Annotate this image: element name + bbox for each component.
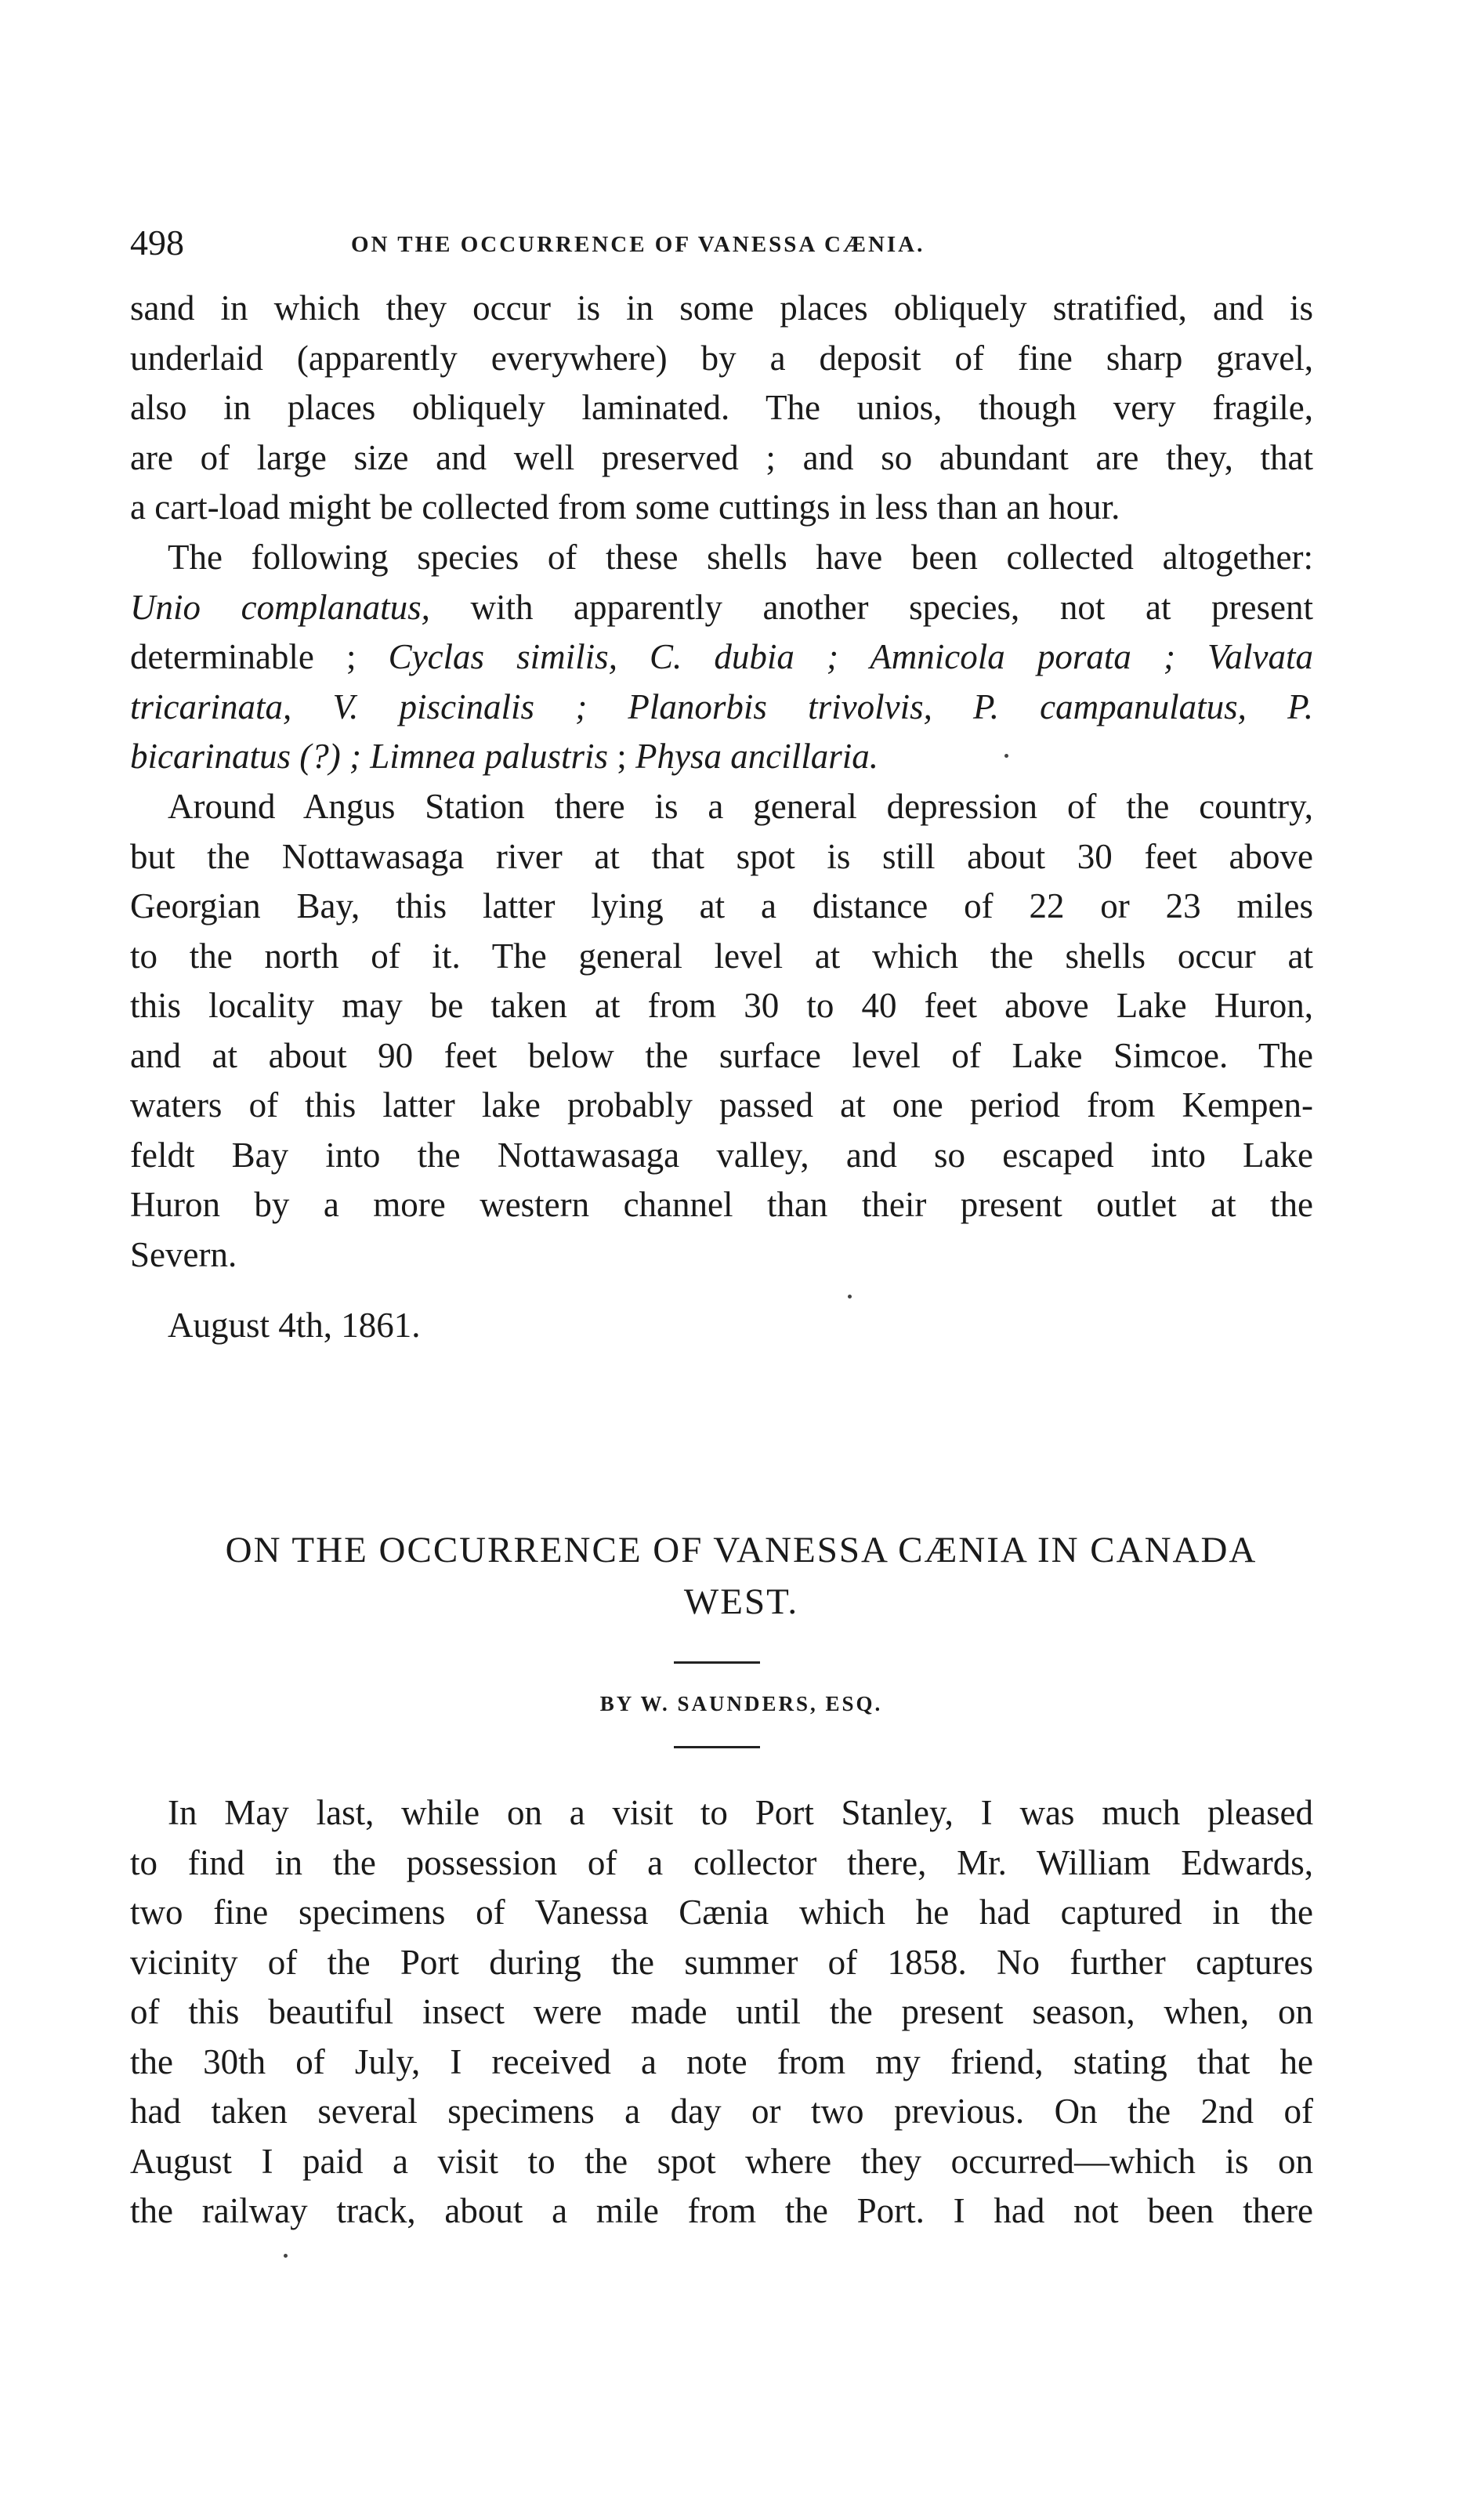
- text-line: [130, 632, 1313, 683]
- text-line: this locality may be taken at from 30 to 40 feet above Lake Huron,: [130, 986, 1313, 1025]
- species-name: Physa ancillaria.: [635, 737, 878, 776]
- paragraph-article-body: [130, 1788, 1313, 2237]
- species-name: bicarinatus (?) ; Limnea palustris: [130, 737, 609, 776]
- text-line: Huron by a more western channel than their present outlet at the: [130, 1185, 1313, 1224]
- text-fragment: with apparently another species, not at present: [429, 587, 1313, 627]
- dateline: August 4th, 1861.: [168, 1306, 421, 1345]
- paragraph-continued: [130, 284, 1313, 533]
- text-line: Around Angus Station there is a general depression of the country,: [168, 787, 1313, 826]
- text-line: also in places obliquely laminated. The unios, though very fragile,: [130, 388, 1313, 427]
- text-line: underlaid (apparently everywhere) by a deposit of fine sharp gravel,: [130, 338, 1313, 378]
- running-head: ON THE OCCURRENCE OF VANESSA CÆNIA.: [351, 232, 925, 257]
- page-number: 498: [130, 223, 184, 263]
- text-line: of this beautiful insect were made until the present season, when, on: [130, 1992, 1313, 2031]
- text-fragment: determinable ;: [130, 637, 389, 676]
- text-line: August I paid a visit to the spot where they occurred—which is on: [130, 2141, 1313, 2181]
- text-line: In May last, while on a visit to Port Stanley, I was much pleased: [168, 1793, 1313, 1832]
- ink-speck: [284, 2254, 288, 2258]
- divider-rule: [674, 1746, 760, 1748]
- title-line: WEST.: [683, 1581, 799, 1622]
- divider-rule: [674, 1661, 760, 1664]
- paragraph-angus-station: [130, 782, 1313, 1280]
- species-name: Unio complanatus,: [130, 587, 430, 627]
- text-line: the railway track, about a mile from the Port. I had not been there: [130, 2191, 1313, 2230]
- species-name: Cyclas similis, C. dubia ; Amnicola porata ; Valvata: [388, 637, 1314, 676]
- text-line: the 30th of July, I received a note from my friend, stating that he: [130, 2041, 1313, 2081]
- page-header: [130, 221, 1352, 268]
- text-line: to find in the possession of a collector there, Mr. William Edwards,: [130, 1842, 1313, 1882]
- paragraph-species: [130, 533, 1313, 782]
- text-line: to the north of it. The general level at which the shells occur at: [130, 936, 1313, 976]
- text-line: two fine specimens of Vanessa Cænia which he had captured in the: [130, 1893, 1313, 1932]
- text-fragment: ;: [608, 737, 636, 776]
- text-line: [130, 583, 1313, 633]
- ink-speck: [848, 1295, 852, 1299]
- text-line: The following species of these shells have been collected altogether:: [168, 538, 1313, 577]
- byline: BY W. SAUNDERS, ESQ.: [599, 1692, 883, 1715]
- text-line: and at about 90 feet below the surface level of Lake Simcoe. The: [130, 1035, 1313, 1075]
- text-line: waters of this latter lake probably passed at one period from Kempen-: [130, 1085, 1313, 1125]
- text-line: sand in which they occur is in some places obliquely stratified, and is: [130, 288, 1313, 328]
- text-line: but the Nottawasaga river at that spot is still about 30 feet above: [130, 836, 1313, 876]
- text-line: are of large size and well preserved ; and so abundant are they, that: [130, 437, 1313, 477]
- ink-speck: [1004, 754, 1008, 758]
- text-line: vicinity of the Port during the summer of 1858. No further captures: [130, 1942, 1313, 1982]
- text-line: Georgian Bay, this latter lying at a distance of 22 or 23 miles: [130, 886, 1313, 925]
- text-line: [130, 732, 1313, 782]
- article-title: [130, 1524, 1352, 1628]
- text-line: [130, 683, 1313, 733]
- species-name: tricarinata, V. piscinalis ; Planorbis trivolvis, P. campanulatus, P.: [130, 686, 1313, 726]
- title-line: ON THE OCCURRENCE OF VANESSA CÆNIA IN CANADA: [225, 1530, 1258, 1570]
- text-line: had taken several specimens a day or two previous. On the 2nd of: [130, 2092, 1313, 2131]
- text-line: a cart-load might be collected from some cuttings in less than an hour.: [130, 487, 1120, 527]
- text-line: Severn.: [130, 1234, 237, 1274]
- text-line: feldt Bay into the Nottawasaga valley, and so escaped into Lake: [130, 1135, 1313, 1175]
